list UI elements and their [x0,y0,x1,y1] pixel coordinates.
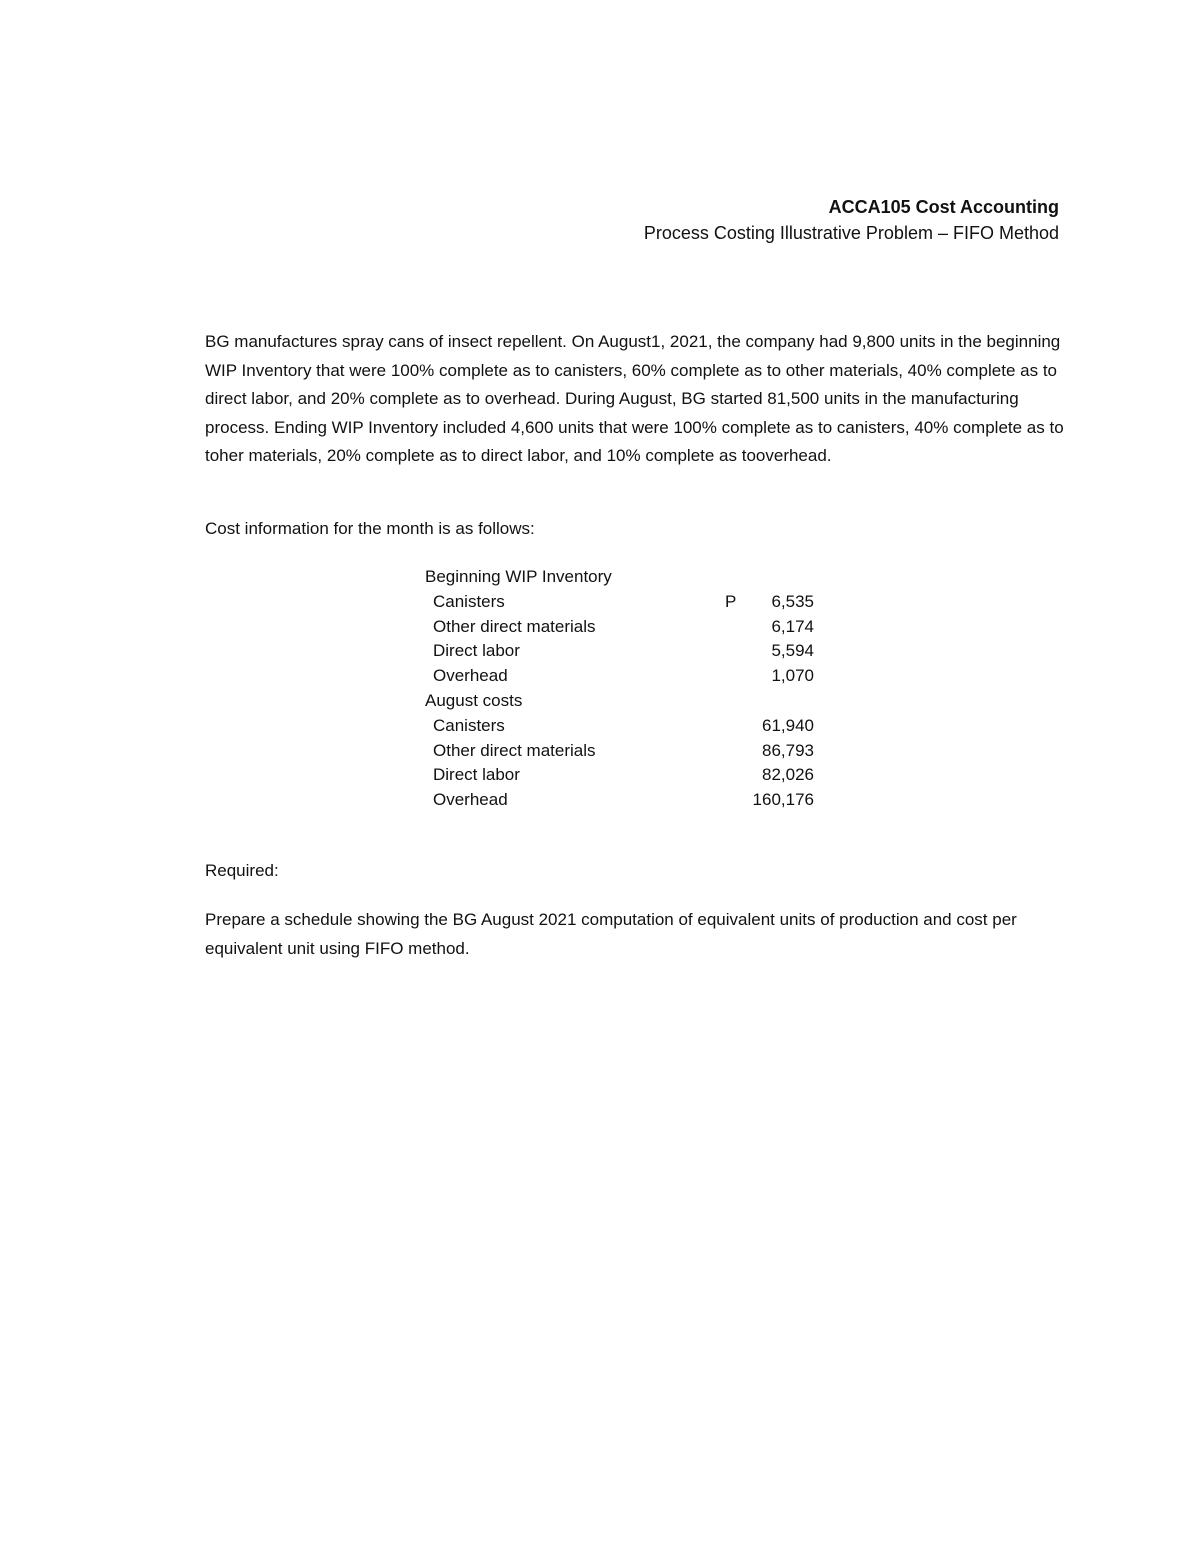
row-amount: 160,176 [752,790,814,810]
row-amount: 82,026 [762,765,814,785]
currency-symbol [725,639,749,664]
currency-symbol [725,664,749,689]
row-label: Other direct materials [433,616,596,636]
row-label: Direct labor [433,765,520,785]
table-row [425,788,814,813]
course-title: ACCA105 Cost Accounting [828,197,1059,217]
table-section-heading [425,565,814,590]
currency-symbol [725,763,749,788]
row-label: Overhead [433,790,508,810]
currency-symbol: P [725,591,737,611]
row-label: Overhead [433,666,508,686]
table-row [425,763,814,788]
beginning-wip-heading: Beginning WIP Inventory [425,567,612,586]
currency-symbol [725,788,749,813]
row-amount: 1,070 [771,666,814,686]
table-row [425,714,814,739]
row-label: Canisters [433,591,505,611]
row-label: Other direct materials [433,740,596,760]
currency-symbol [725,615,749,640]
problem-statement: BG manufactures spray cans of insect repellent. On August1, 2021, the company had 9,800 units in the beginning WIP Inventory that were 100% complete as to canisters, 60% complete as to other materials, 40% complete as to direct labor, and 20% complete as to overhead. During August, BG started 81,500 units in the manufacturing process. Ending WIP Inventory included 4,600 units that were 100% complete as to canisters, 40% complete as to toher materials, 20% complete as to direct labor, and 10% complete as tooverhead. [205,332,1064,466]
table-row [425,615,814,640]
row-label: Canisters [433,715,505,735]
table-section-heading [425,689,814,714]
row-amount: 6,535 [771,591,814,611]
document-header [644,194,1059,246]
row-amount: 5,594 [771,641,814,661]
required-label: Required: [205,861,279,880]
table-row [425,664,814,689]
cost-info-intro: Cost information for the month is as follows: [205,519,535,538]
august-costs-heading: August costs [425,690,523,710]
currency-symbol [725,714,749,739]
row-amount: 61,940 [762,715,814,735]
row-label: Direct labor [433,641,520,661]
table-row [425,590,814,615]
row-amount: 86,793 [762,740,814,760]
table-row [425,739,814,764]
problem-subtitle: Process Costing Illustrative Problem – FIFO Method [643,223,1059,243]
currency-symbol [725,739,749,764]
cost-table [425,565,814,813]
row-amount: 6,174 [771,616,814,636]
required-instruction: Prepare a schedule showing the BG August 2021 computation of equivalent units of production and cost per equivalent unit using FIFO method. [205,910,1017,958]
table-row [425,639,814,664]
